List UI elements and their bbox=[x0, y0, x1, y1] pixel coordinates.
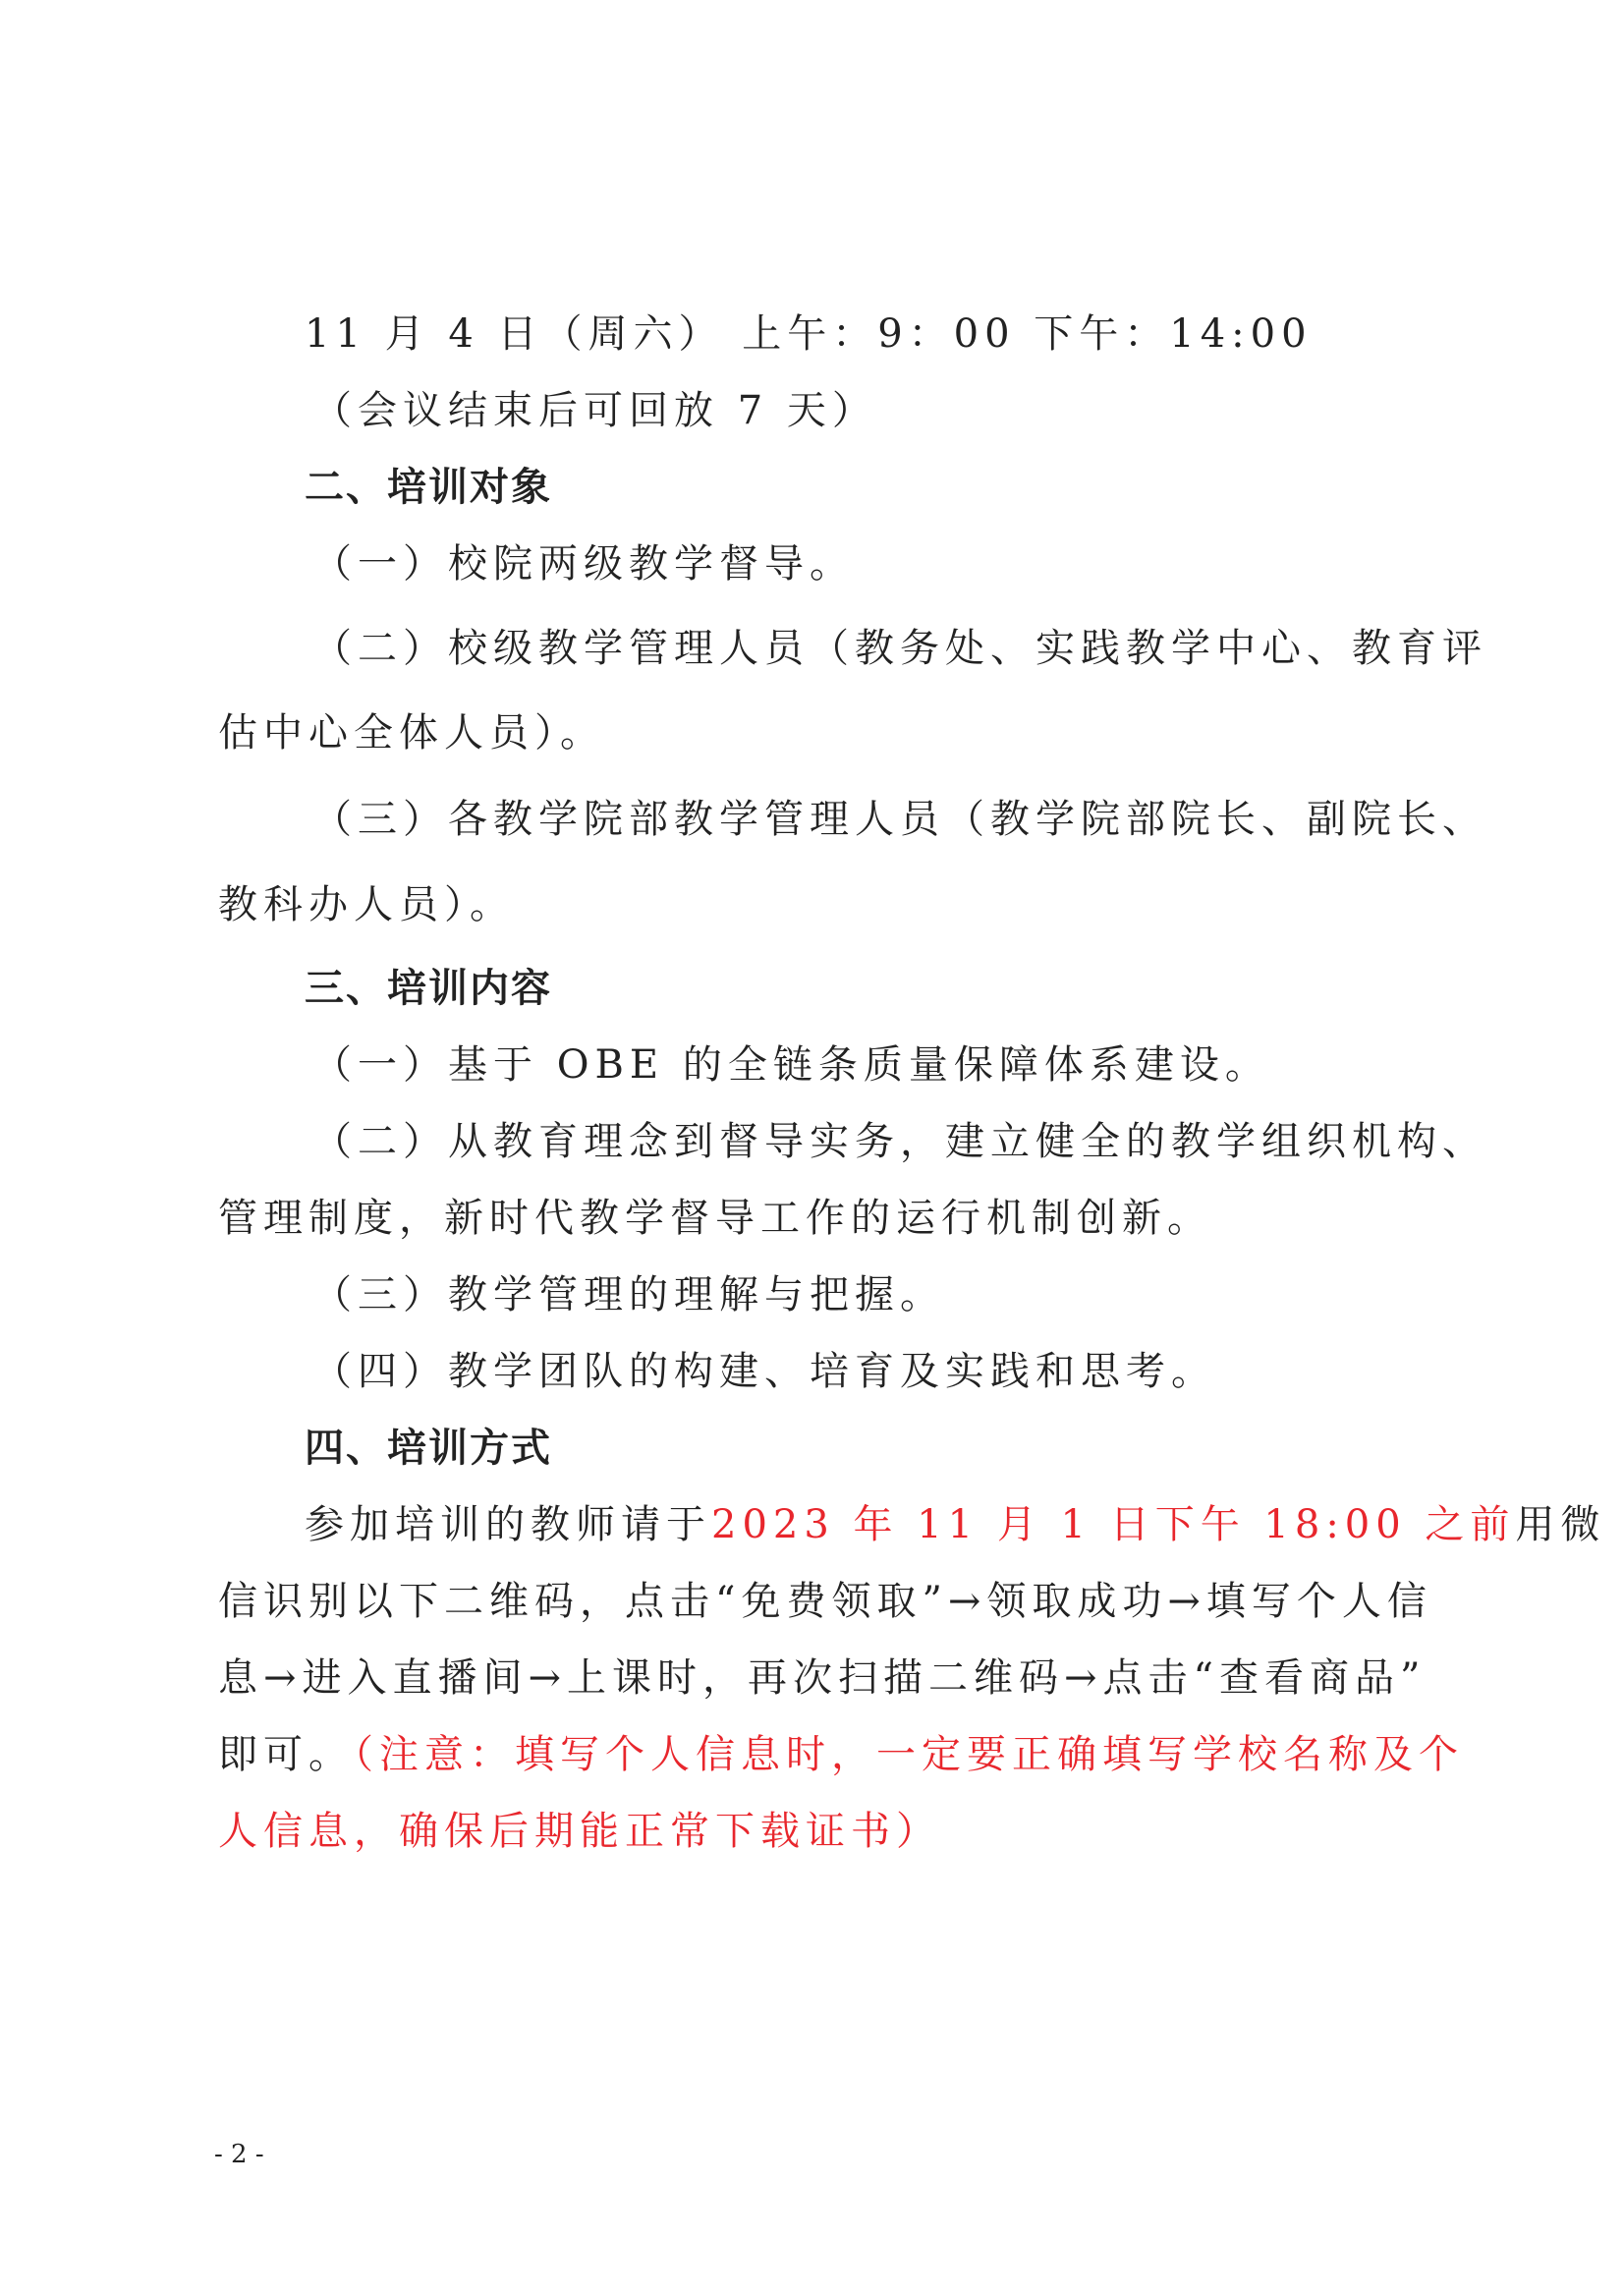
audience-item-1: （一）校院两级教学督导。 bbox=[312, 541, 855, 587]
method-paragraph-line-1 bbox=[305, 1497, 1605, 1552]
method-paragraph-line-2: 信识别以下二维码，点击“免费领取”→领取成功→填写个人信 bbox=[218, 1579, 1432, 1624]
schedule-line: 11 月 4 日（周六） 上午：9：00 下午：14:00 bbox=[305, 311, 1313, 357]
attention-note: （注意：填写个人信息时，一定要正确填写学校名称及个 bbox=[354, 1732, 1464, 1777]
method-ending-text: 即可。 bbox=[218, 1732, 354, 1777]
attention-note-cont: 人信息，确保后期能正常下载证书） bbox=[218, 1809, 941, 1854]
method-paragraph-line-4 bbox=[218, 1727, 1464, 1782]
audience-item-2-cont: 估中心全体人员）。 bbox=[218, 710, 605, 756]
section-heading-audience: 二、培训对象 bbox=[305, 465, 552, 510]
section-heading-method: 四、培训方式 bbox=[305, 1426, 552, 1471]
content-item-1: （一）基于 OBE 的全链条质量保障体系建设。 bbox=[312, 1042, 1270, 1088]
method-intro-text-end: 用微 bbox=[1515, 1502, 1606, 1547]
content-item-2-cont: 管理制度，新时代教学督导工作的运行机制创新。 bbox=[218, 1196, 1212, 1241]
content-item-3: （三）教学管理的理解与把握。 bbox=[312, 1272, 945, 1317]
audience-item-2: （二）校级教学管理人员（教务处、实践教学中心、教育评 bbox=[312, 626, 1487, 671]
page-number: - 2 - bbox=[214, 2140, 264, 2169]
audience-item-3: （三）各教学院部教学管理人员（教学院部院长、副院长、 bbox=[312, 797, 1487, 842]
section-heading-content: 三、培训内容 bbox=[305, 966, 552, 1011]
registration-deadline: 2023 年 11 月 1 日下午 18:00 之前 bbox=[711, 1502, 1516, 1547]
audience-item-3-cont: 教科办人员）。 bbox=[218, 882, 515, 927]
method-intro-text: 参加培训的教师请于 bbox=[305, 1502, 711, 1547]
replay-note: （会议结束后可回放 7 天） bbox=[312, 388, 877, 433]
content-item-4: （四）教学团队的构建、培育及实践和思考。 bbox=[312, 1349, 1216, 1394]
method-paragraph-line-3: 息→进入直播间→上课时，再次扫描二维码→点击“查看商品” bbox=[218, 1655, 1427, 1701]
content-item-2: （二）从教育理念到督导实务，建立健全的教学组织机构、 bbox=[312, 1119, 1487, 1164]
